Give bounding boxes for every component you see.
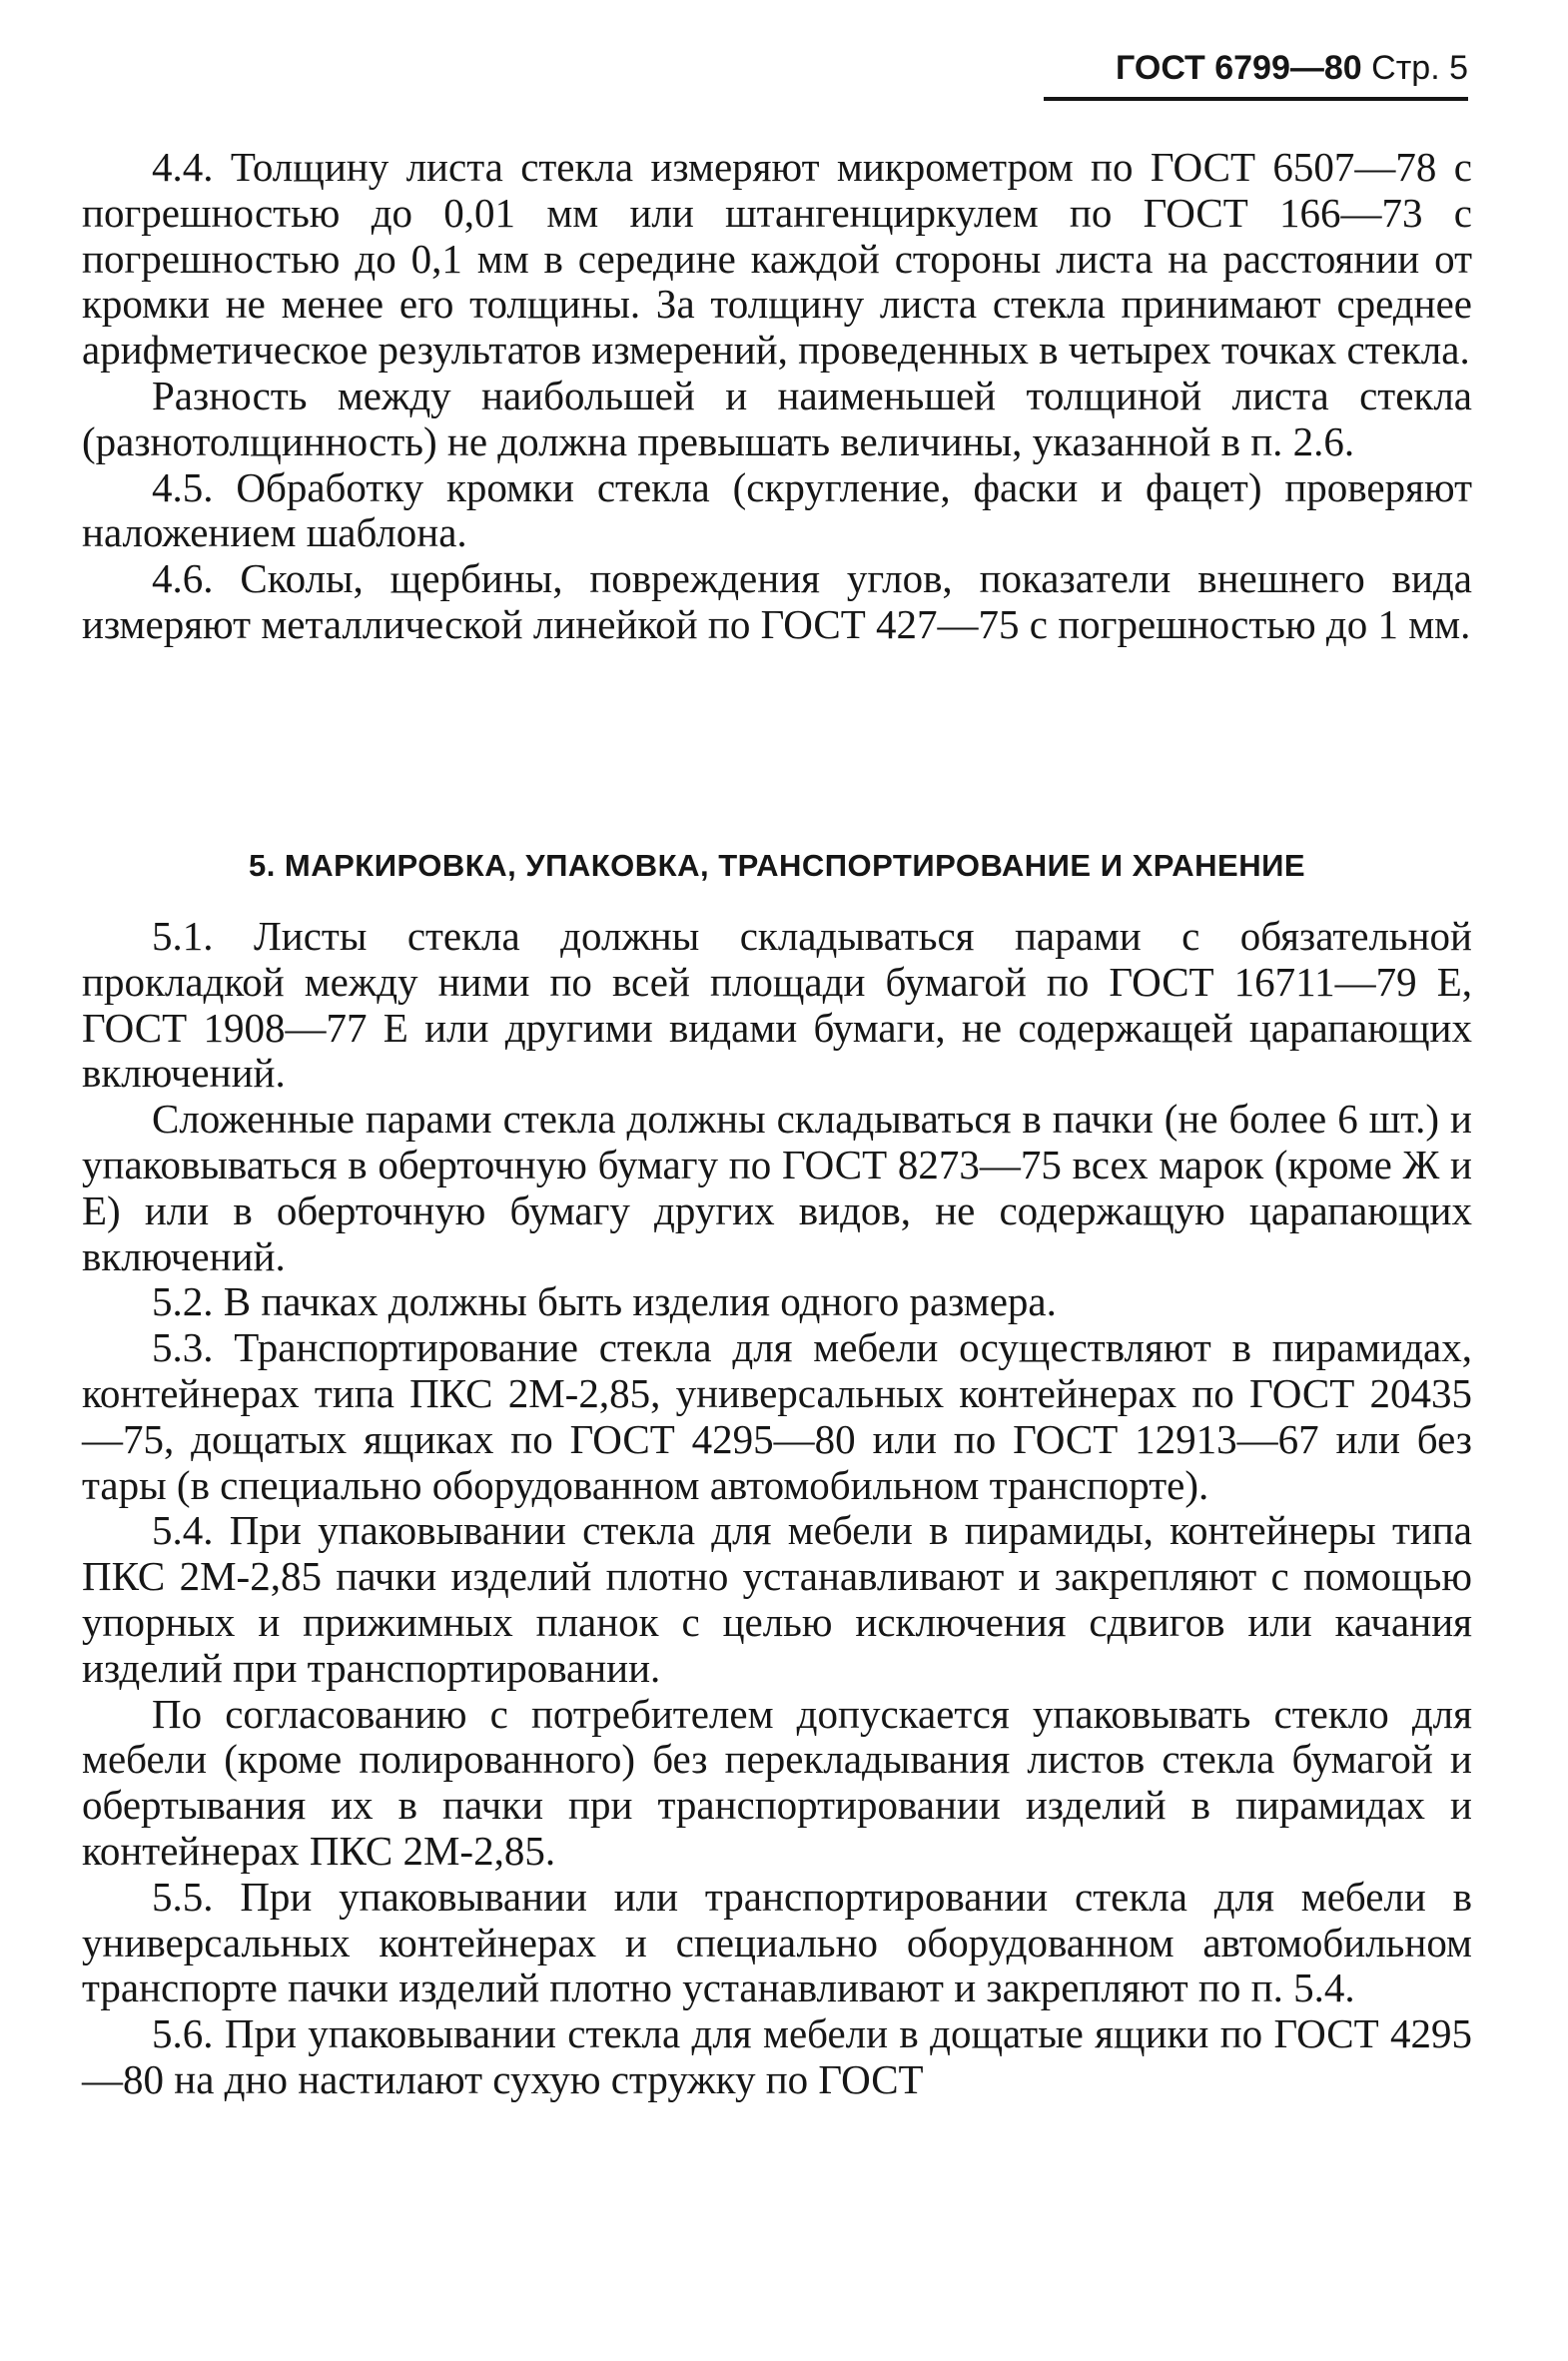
paragraph-5-5: 5.5. При упаковывании или транспортировании стекла для мебели в универсальных контейнерах и специально оборудованном автомобильном транспорте пачки изделий плотно устанавливают и закрепляют по п. 5.4. <box>82 1873 1472 2011</box>
section-5-title: 5. МАРКИРОВКА, УПАКОВКА, ТРАНСПОРТИРОВАНИЕ И ХРАНЕНИЕ <box>248 848 1306 883</box>
running-header <box>999 46 1468 90</box>
paragraph-5-4-agreement: По согласованию с потребителем допускается упаковывать стекло для мебели (кроме полированного) без перекладывания листов стекла бумагой и обертывания их в пачки при транспортировании изделий в пирамидах и контейнерах ПКС 2М-2,85. <box>82 1690 1472 1874</box>
paragraph-5-6: 5.6. При упаковывании стекла для мебели в дощатые ящики по ГОСТ 4295—80 на дно настилают сухую стружку по ГОСТ <box>82 2010 1472 2102</box>
paragraph-5-1: 5.1. Листы стекла должны складываться парами с обязательной прокладкой между ними по всей площади бумагой по ГОСТ 16711—79 Е, ГОСТ 1908—77 Е или другими видами бумаги, не содержащей царапающих включений. <box>82 913 1472 1097</box>
header-rule <box>1044 97 1468 101</box>
section-4-text <box>82 145 1472 648</box>
paragraph-4-5: 4.5. Обработку кромки стекла (скругление, фаски и фацет) проверяют наложением шаблона. <box>82 463 1472 556</box>
paragraph-5-3: 5.3. Транспортирование стекла для мебели осуществляют в пирамидах, контейнерах типа ПКС 2М-2,85, универсальных контейнерах по ГОСТ 20435—75, дощатых ящиках по ГОСТ 4295—80 или по ГОСТ 12913—67 или без тары (в специально оборудованном автомобильном транспорте). <box>82 1324 1472 1508</box>
paragraph-5-1-packing: Сложенные парами стекла должны складываться в пачки (не более 6 шт.) и упаковываться в оберточную бумагу по ГОСТ 8273—75 всех марок (кроме Ж и Е) или в оберточную бумагу других видов, не содержащую царапающих включений. <box>82 1096 1472 1279</box>
header-standard-number: ГОСТ 6799—80 <box>1116 49 1362 87</box>
header-page-number: Стр. 5 <box>1371 49 1468 87</box>
paragraph-4-4-thickness-variation: Разность между наибольшей и наименьшей толщиной листа стекла (разнотолщинность) не должна превышать величины, указанной в п. 2.6. <box>82 372 1472 464</box>
paragraph-4-6: 4.6. Сколы, щербины, повреждения углов, показатели внешнего вида измеряют металлической линейкой по ГОСТ 427—75 с погрешностью до 1 мм. <box>82 555 1472 647</box>
paragraph-5-2: 5.2. В пачках должны быть изделия одного размера. <box>152 1278 1057 1325</box>
section-5-text <box>82 914 1472 2103</box>
paragraph-5-4: 5.4. При упаковывании стекла для мебели в пирамиды, контейнеры типа ПКС 2М-2,85 пачки изделий плотно устанавливают и закрепляют с помощью упорных и прижимных планок с целью исключения сдвигов или качания изделий при транспортировании. <box>82 1507 1472 1691</box>
paragraph-4-4: 4.4. Толщину листа стекла измеряют микрометром по ГОСТ 6507—78 с погрешностью до 0,01 мм или штангенциркулем по ГОСТ 166—73 с погрешностью до 0,1 мм в середине каждой стороны листа на расстоянии от кромки не менее его толщины. За толщину листа стекла принимают среднее арифметическое результатов измерений, проведенных в четырех точках стекла. <box>82 144 1472 374</box>
